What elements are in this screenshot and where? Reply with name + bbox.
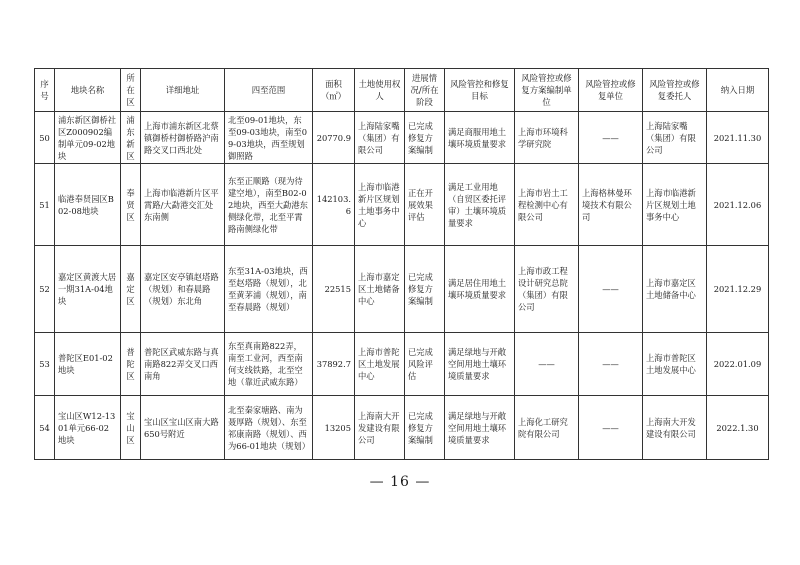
cell-target: 满足居住用地土壤环境质量要求 bbox=[445, 246, 515, 333]
col-header-owner: 土地使用权人 bbox=[355, 69, 405, 112]
cell-stage: 已完成风险评估 bbox=[405, 333, 445, 396]
col-header-target: 风险管控和修复目标 bbox=[445, 69, 515, 112]
cell-address: 上海市浦东新区北蔡镇御桥村御桥路沪南路交叉口西北处 bbox=[141, 112, 225, 164]
land-table bbox=[34, 68, 769, 460]
col-header-stage: 进展情况/所在阶段 bbox=[405, 69, 445, 112]
cell-bounds: 北至秦家塘路、南为聂厚路（规划）、东至祁康南路（规划）、西为66-01地块（规划） bbox=[225, 396, 313, 460]
col-header-planner: 风险管控或修复方案编制单位 bbox=[515, 69, 579, 112]
col-header-area: 面积（㎡） bbox=[313, 69, 355, 112]
cell-address: 普陀区武威东路与真南路822弄交叉口西南角 bbox=[141, 333, 225, 396]
cell-owner: 上海市普陀区土地发展中心 bbox=[355, 333, 405, 396]
col-header-no: 序号 bbox=[35, 69, 55, 112]
header-row bbox=[35, 69, 769, 112]
table-row bbox=[35, 333, 769, 396]
cell-name: 嘉定区黄渡大居一期31A-04地块 bbox=[55, 246, 121, 333]
cell-district: 普陀区 bbox=[121, 333, 141, 396]
col-header-date: 纳入日期 bbox=[707, 69, 769, 112]
cell-no: 51 bbox=[35, 164, 55, 246]
cell-owner: 上海市嘉定区土地储备中心 bbox=[355, 246, 405, 333]
cell-area: 20770.9 bbox=[313, 112, 355, 164]
cell-no: 52 bbox=[35, 246, 55, 333]
cell-area: 37892.7 bbox=[313, 333, 355, 396]
cell-date: 2021.12.29 bbox=[707, 246, 769, 333]
col-header-name: 地块名称 bbox=[55, 69, 121, 112]
cell-date: 2022.1.30 bbox=[707, 396, 769, 460]
cell-executor: —— bbox=[579, 246, 643, 333]
cell-district: 宝山区 bbox=[121, 396, 141, 460]
cell-address: 宝山区宝山区南大路650号附近 bbox=[141, 396, 225, 460]
cell-planner: 上海市环境科学研究院 bbox=[515, 112, 579, 164]
land-table-sheet bbox=[34, 68, 768, 460]
cell-name: 浦东新区御桥社区Z000902编制单元09-02地块 bbox=[55, 112, 121, 164]
cell-planner: —— bbox=[515, 333, 579, 396]
cell-bounds: 东至31A-03地块，西至赵塔路（规划），北至黄茅浦（规划），南至春晨路（规划） bbox=[225, 246, 313, 333]
cell-name: 普陀区E01-02地块 bbox=[55, 333, 121, 396]
page-number: — 16 — bbox=[369, 474, 431, 490]
cell-no: 54 bbox=[35, 396, 55, 460]
cell-date: 2021.12.06 bbox=[707, 164, 769, 246]
cell-planner: 上海市岩土工程检测中心有限公司 bbox=[515, 164, 579, 246]
table-row bbox=[35, 112, 769, 164]
col-header-address: 详细地址 bbox=[141, 69, 225, 112]
col-header-bounds: 四至范围 bbox=[225, 69, 313, 112]
cell-executor: —— bbox=[579, 333, 643, 396]
cell-name: 临港奉贤园区B02-08地块 bbox=[55, 164, 121, 246]
cell-executor: 上海格林曼环境技术有限公司 bbox=[579, 164, 643, 246]
cell-district: 奉贤区 bbox=[121, 164, 141, 246]
cell-date: 2021.11.30 bbox=[707, 112, 769, 164]
cell-client: 上海市嘉定区土地储备中心 bbox=[643, 246, 707, 333]
cell-target: 满足商服用地土壤环境质量要求 bbox=[445, 112, 515, 164]
cell-area: 22515 bbox=[313, 246, 355, 333]
cell-date: 2022.01.09 bbox=[707, 333, 769, 396]
cell-target: 满足绿地与开敞空间用地土壤环境质量要求 bbox=[445, 333, 515, 396]
cell-target: 满足绿地与开敞空间用地土壤环境质量要求 bbox=[445, 396, 515, 460]
cell-stage: 已完成修复方案编制 bbox=[405, 396, 445, 460]
cell-owner: 上海南大开发建设有限公司 bbox=[355, 396, 405, 460]
cell-client: 上海市临港新片区规划土地事务中心 bbox=[643, 164, 707, 246]
cell-owner: 上海市临港新片区规划土地事务中心 bbox=[355, 164, 405, 246]
cell-no: 53 bbox=[35, 333, 55, 396]
col-header-executor: 风险管控或修复单位 bbox=[579, 69, 643, 112]
cell-area: 13205 bbox=[313, 396, 355, 460]
cell-address: 上海市临港新片区平霄路/大勐港交汇处东南侧 bbox=[141, 164, 225, 246]
table-row bbox=[35, 164, 769, 246]
cell-district: 浦东新区 bbox=[121, 112, 141, 164]
table-row bbox=[35, 246, 769, 333]
cell-client: 上海南大开发建设有限公司 bbox=[643, 396, 707, 460]
cell-target: 满足工业用地（自贸区委托评审）土壤环境质量要求 bbox=[445, 164, 515, 246]
cell-stage: 已完成修复方案编制 bbox=[405, 246, 445, 333]
cell-bounds: 北至09-01地块，东至09-03地块，南至09-03地块，西至规划御照路 bbox=[225, 112, 313, 164]
cell-name: 宝山区W12-1301单元66-02地块 bbox=[55, 396, 121, 460]
cell-owner: 上海陆家嘴（集团）有限公司 bbox=[355, 112, 405, 164]
cell-executor: —— bbox=[579, 112, 643, 164]
cell-address: 嘉定区安亭镇赵塔路（规划）和春晨路（规划）东北角 bbox=[141, 246, 225, 333]
cell-client: 上海陆家嘴（集团）有限公司 bbox=[643, 112, 707, 164]
cell-client: 上海市普陀区土地发展中心 bbox=[643, 333, 707, 396]
col-header-district: 所在区 bbox=[121, 69, 141, 112]
cell-district: 嘉定区 bbox=[121, 246, 141, 333]
cell-no: 50 bbox=[35, 112, 55, 164]
cell-area: 142103.6 bbox=[313, 164, 355, 246]
col-header-client: 风险管控或修复委托人 bbox=[643, 69, 707, 112]
cell-bounds: 东至真南路822弄，南至工业河，西至南何支线铁路，北至空地（靠近武威东路） bbox=[225, 333, 313, 396]
table-row bbox=[35, 396, 769, 460]
cell-planner: 上海市政工程设计研究总院（集团）有限公司 bbox=[515, 246, 579, 333]
cell-executor: —— bbox=[579, 396, 643, 460]
cell-stage: 正在开展效果评估 bbox=[405, 164, 445, 246]
cell-bounds: 东至正顺路（现为待建空地），南至B02-02地块，西至大勐港东侧绿化带，北至平霄路南侧绿化带 bbox=[225, 164, 313, 246]
cell-stage: 已完成修复方案编制 bbox=[405, 112, 445, 164]
cell-planner: 上海化工研究院有限公司 bbox=[515, 396, 579, 460]
